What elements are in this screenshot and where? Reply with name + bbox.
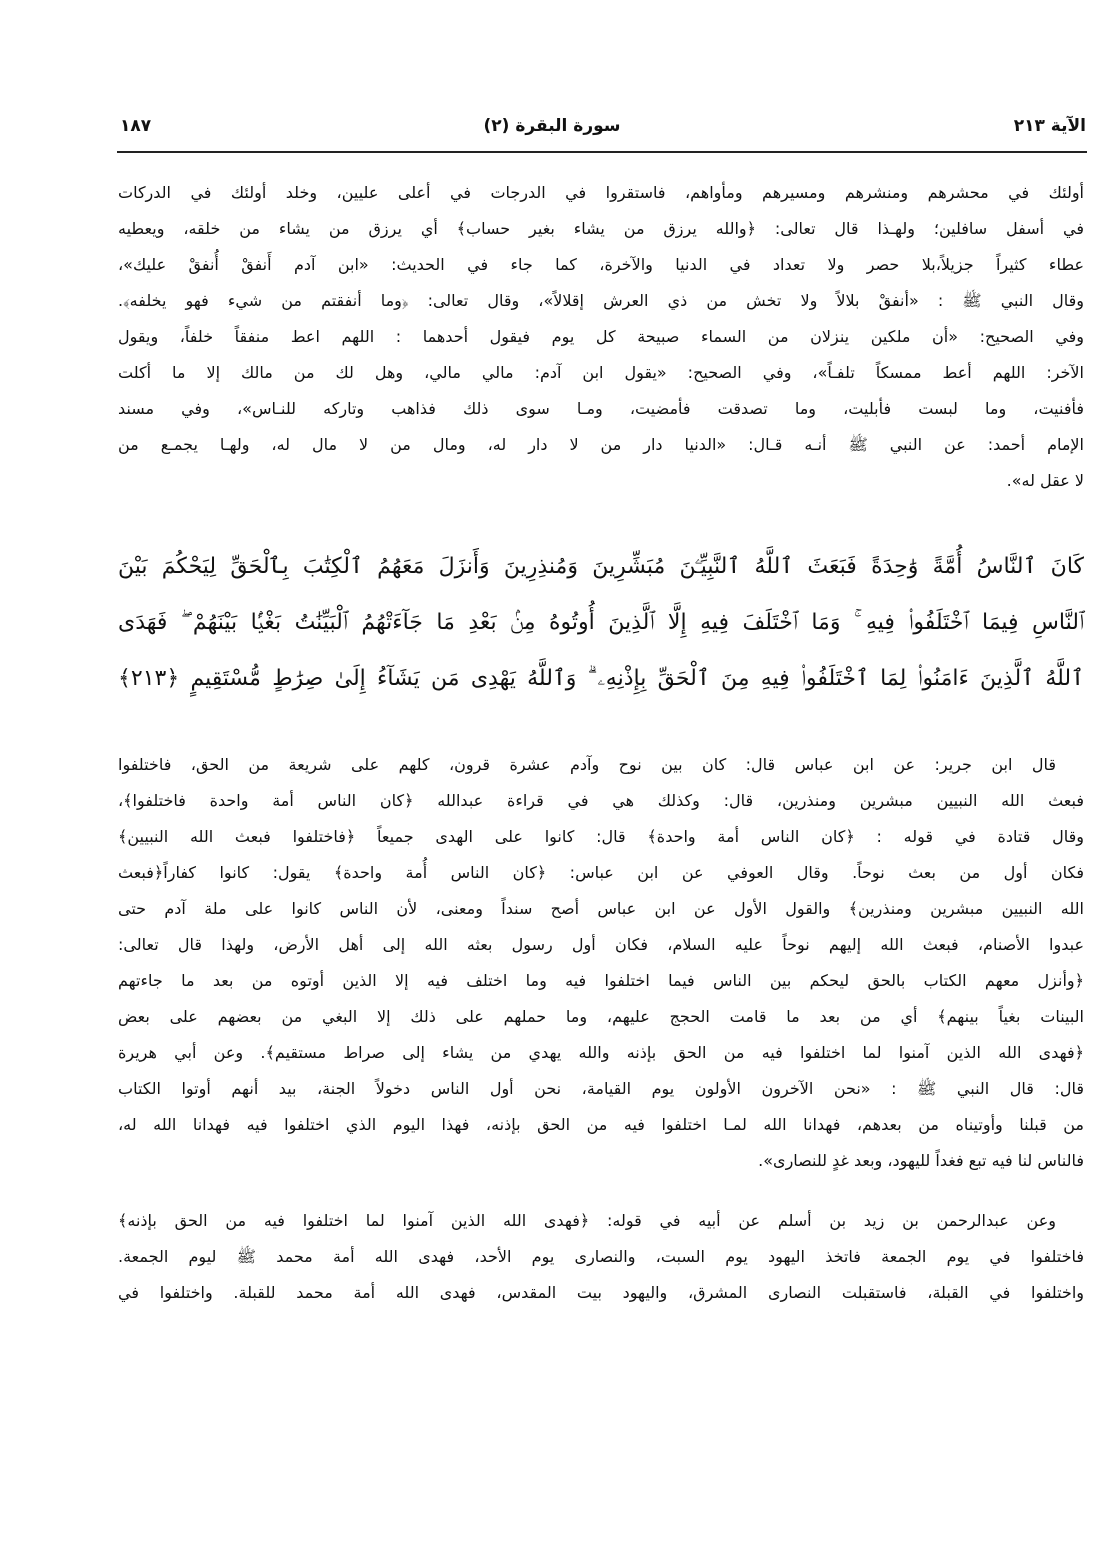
text-line: عطاء كثيراً جزيلاً،بلا حصر ولا تعداد في الدنيا والآخرة، كما جاء في الحديث: «ابن آدم أَنفقْ أُنفقْ عليك»،	[118, 255, 1084, 274]
verse-line: كَانَ ٱلنَّاسُ أُمَّةً وَٰحِدَةً فَبَعَثَ ٱللَّهُ ٱلنَّبِيِّـۧنَ مُبَشِّرِينَ وَمُنذِرِينَ وَأَنزَلَ مَعَهُمُ ٱلْكِتَٰبَ بِٱلْحَقِّ لِيَحْكُمَ بَيْنَ	[118, 554, 1084, 579]
text-line: وقال النبي ﷺ : «أنفقْ بلالاً ولا تخش من ذي العرش إقلالاً»، وقال تعالى: ﴿وما أنفقتم من شيء فهو يخلفه﴾.	[118, 291, 1084, 310]
text-line: فاختلفوا في يوم الجمعة فاتخذ اليهود يوم السبت، والنصارى يوم الأحد، فهدى الله أمة محمد ﷺ ليوم الجمعة.	[118, 1247, 1084, 1266]
text-line: عبدوا الأصنام، فبعث الله إليهم نوحاً عليه السلام، فكان أول رسول بعثه الله إلى أهل الأرض، ولهذا قال تعالى:	[118, 935, 1084, 954]
text-line: من قبلنا وأوتيناه من بعدهم، فهدانا الله لمـا اختلفوا فيه من الحق بإذنه، فهذا اليوم الذي اختلفوا فيه فهدانا الله له،	[118, 1115, 1084, 1134]
verse-line: ٱلنَّاسِ فِيمَا ٱخْتَلَفُوا۟ فِيهِ ۚ وَمَا ٱخْتَلَفَ فِيهِ إِلَّا ٱلَّذِينَ أُوتُوهُ مِنۢ بَعْدِ مَا جَآءَتْهُمُ ٱلْبَيِّنَٰتُ بَغْيًۢا بَيْنَهُمْ ۖ فَهَدَى	[118, 610, 1084, 635]
text-line: الإمام أحمد: عن النبي ﷺ أنـه قـال: «الدنيا دار من لا دار له، ومال من لا مال له، ولهـا يجمـع من	[118, 435, 1084, 454]
text-line: الآخر: اللهم أعط ممسكاً تلفـاً»، وفي الصحيح: «يقول ابن آدم: مالي مالي، وهل لك من مالك إلا ما أكلت	[118, 363, 1084, 382]
text-line: فكان أول من بعث نوحاً. وقال العوفي عن ابن عباس: ﴿كان الناس أُمة واحدة﴾ يقول: كانوا كفاراً﴿فبعث	[118, 863, 1084, 882]
text-line: فالناس لنا فيه تبع فغداً لليهود، وبعد غدٍ للنصارى».	[758, 1151, 1084, 1170]
text-line: الله النبيين مبشرين ومنذرين﴾ والقول الأول عن ابن عباس أصح سنداً ومعنى، لأن الناس كانوا على ملة آدم حتى	[118, 899, 1084, 918]
text-line: في أسفل سافلين؛ ولهـذا قال تعالى: ﴿والله يرزق من يشاء بغير حساب﴾ أي يرزق من يشاء من خلقه، ويعطيه	[118, 219, 1084, 238]
surah-title: (٢) سورة البقرة	[483, 116, 621, 136]
text-line: واختلفوا في القبلة، فاستقبلت النصارى المشرق، واليهود بيت المقدس، فهدى الله أمة محمد للقبلة. واختلفوا في	[118, 1283, 1084, 1302]
quran-verse	[118, 539, 1084, 707]
text-line: أولئك في محشرهم ومنشرهم ومسيرهم ومأواهم، فاستقروا في الدرجات في أعلى عليين، وخلد أولئك في الدركات	[118, 183, 1084, 202]
text-line: قال: قال النبي ﷺ : «نحن الآخرون الأولون يوم القيامة، نحن أول الناس دخولاً الجنة، بيد أنهم أوتوا الكتاب	[118, 1079, 1084, 1098]
text-line: قال ابن جرير: عن ابن عباس قال: كان بين نوح وآدم عشرة قرون، كلهم على شريعة من الحق، فاختلفوا	[118, 755, 1056, 774]
text-line: وقال قتادة في قوله : ﴿كان الناس أمة واحدة﴾ قال: كانوا على الهدى جميعاً ﴿فاختلفوا فبعث الله النبيين﴾	[118, 827, 1084, 846]
text-line: ﴿وأنزل معهم الكتاب بالحق ليحكم بين الناس فيما اختلفوا فيه وما اختلف فيه إلا الذين أوتوه من بعد ما جاءتهم	[118, 971, 1084, 990]
paragraph-1	[118, 175, 1084, 499]
text-line: فبعث الله النبيين مبشرين ومنذرين، قال: وكذلك هي في قراءة عبدالله ﴿كان الناس أمة واحدة فاختلفوا﴾،	[118, 791, 1084, 810]
verse-line: ٱللَّهُ ٱلَّذِينَ ءَامَنُوا۟ لِمَا ٱخْتَلَفُوا۟ فِيهِ مِنَ ٱلْحَقِّ بِإِذْنِهِۦ ۗ وَٱللَّهُ يَهْدِى مَن يَشَآءُ إِلَىٰ صِرَٰطٍ مُّسْتَقِيمٍ ﴿٢١٣﴾	[118, 666, 1084, 691]
ayah-number: الآية ٢١٣	[1013, 116, 1086, 136]
page-number: ١٨٧	[120, 116, 152, 136]
paragraph-2	[118, 747, 1084, 1179]
text-line: فأفنيت، وما لبست فأبليت، وما تصدقت فأمضيت، ومـا سوى ذلك فذاهب وتاركه للنـاس»، وفي مسند	[118, 399, 1084, 418]
paragraph-3	[118, 1203, 1084, 1311]
text-line: لا عقل له».	[1006, 471, 1084, 490]
text-line: البينات بغياً بينهم﴾ أي من بعد ما قامت الحجج عليهم، وما حملهم على ذلك إلا البغي من بعضهم على بعض	[118, 1007, 1084, 1026]
text-line: وعن عبدالرحمن بن زيد بن أسلم عن أبيه في قوله: ﴿فهدى الله الذين آمنوا لما اختلفوا فيه من الحق بإذنه﴾	[118, 1211, 1056, 1230]
text-line: وفي الصحيح: «أن ملكين ينزلان من السماء صبيحة كل يوم فيقول أحدهما : اللهم اعط منفقاً خلفاً، ويقول	[118, 327, 1084, 346]
page-body	[118, 175, 1084, 1311]
text-line: ﴿فهدى الله الذين آمنوا لما اختلفوا فيه من الحق بإذنه والله يهدي من يشاء إلى صراط مستقيم﴾. وعن أبي هريرة	[118, 1043, 1084, 1062]
